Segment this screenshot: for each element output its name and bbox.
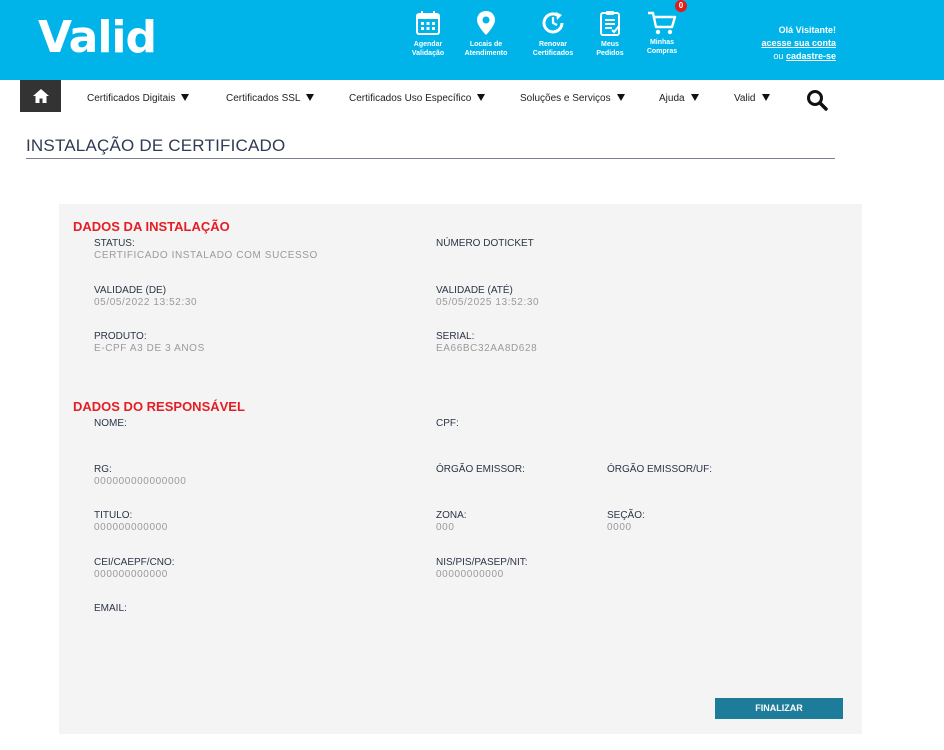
dropdown-arrow-icon: [477, 94, 485, 101]
calendar-icon: [415, 10, 441, 36]
titulo-field: [94, 510, 394, 534]
name-label: NOME:: [94, 418, 127, 429]
secao-label: SEÇÃO:: [607, 510, 645, 521]
dropdown-arrow-icon: [617, 94, 625, 101]
dropdown-arrow-icon: [762, 94, 770, 101]
valid-from-value: 05/05/2022 13:52:30: [94, 297, 198, 308]
rg-value: 000000000000000: [94, 476, 187, 487]
my-orders-link[interactable]: [582, 10, 638, 58]
dropdown-arrow-icon: [306, 94, 314, 101]
nis-field: [436, 557, 736, 581]
nav-item-label: Ajuda: [659, 93, 685, 104]
nav-item-help[interactable]: [659, 93, 699, 104]
issuer-field: [436, 464, 596, 476]
or-text: ou: [773, 51, 784, 61]
visitor-greeting: [761, 24, 836, 63]
title-divider: [26, 158, 835, 159]
installation-section-title: DADOS DA INSTALAÇÃO: [73, 219, 230, 234]
cei-label: CEI/CAEPF/CNO:: [94, 557, 175, 568]
zona-value: 000: [436, 522, 455, 533]
cpf-field: [436, 418, 736, 430]
status-field: [94, 238, 394, 262]
nav-item-specific-use-certificates[interactable]: [349, 93, 485, 104]
clipboard-icon: [597, 10, 623, 36]
cei-field: [94, 557, 394, 581]
installation-panel: [59, 204, 862, 734]
titulo-value: 000000000000: [94, 522, 168, 533]
home-button[interactable]: [20, 80, 61, 112]
nav-item-label: Soluções e Serviços: [520, 93, 611, 104]
nav-item-label: Certificados Uso Específico: [349, 93, 472, 104]
issuer-uf-label: ÓRGÃO EMISSOR/UF:: [607, 464, 713, 475]
product-label: PRODUTO:: [94, 331, 147, 342]
zona-label: ZONA:: [436, 510, 467, 521]
product-field: [94, 331, 394, 355]
nav-item-label: Certificados SSL: [226, 93, 301, 104]
quick-link-label: Minhas Compras: [646, 39, 678, 55]
search-icon: [806, 89, 828, 111]
ticket-field: [436, 238, 736, 250]
account-login-link[interactable]: acesse sua conta: [761, 38, 836, 48]
secao-field: [607, 510, 807, 534]
issuer-uf-field: [607, 464, 807, 476]
product-value: E-CPF A3 DE 3 ANOS: [94, 343, 205, 354]
valid-to-field: [436, 285, 736, 309]
home-icon: [33, 89, 49, 103]
page-title: INSTALAÇÃO DE CERTIFICADO: [26, 136, 286, 155]
quick-link-label: Agendar Validação: [411, 41, 445, 57]
status-value: CERTIFICADO INSTALADO COM SUCESSO: [94, 250, 318, 261]
serial-label: SERIAL:: [436, 331, 475, 342]
responsible-section-title: DADOS DO RESPONSÁVEL: [73, 399, 245, 414]
renew-clock-icon: [540, 10, 566, 36]
quick-link-label: Locais de Atendimento: [464, 41, 508, 57]
nis-label: NIS/PIS/PASEP/NIT:: [436, 557, 528, 568]
dropdown-arrow-icon: [181, 94, 189, 101]
search-button[interactable]: [806, 89, 828, 116]
finalize-button[interactable]: FINALIZAR: [715, 698, 843, 719]
valid-to-label: VALIDADE (ATÉ): [436, 285, 513, 296]
signup-link[interactable]: cadastre-se: [785, 51, 836, 61]
rg-field: [94, 464, 394, 488]
valid-from-label: VALIDADE (DE): [94, 285, 167, 296]
zona-field: [436, 510, 596, 534]
quick-link-label: Meus Pedidos: [596, 41, 624, 57]
valid-logo[interactable]: Valid: [38, 12, 156, 63]
secao-value: 0000: [607, 522, 632, 533]
nav-item-solutions-services[interactable]: [520, 93, 625, 104]
rg-label: RG:: [94, 464, 112, 475]
renew-certificates-link[interactable]: [525, 10, 581, 58]
greeting-text: Olá Visitante!: [778, 25, 836, 35]
serial-value: EA66BC32AA8D628: [436, 343, 538, 354]
quick-link-label: Renovar Certificados: [532, 41, 574, 57]
titulo-label: TITULO:: [94, 510, 133, 521]
valid-from-field: [94, 285, 394, 309]
cart-count-badge: 0: [675, 0, 687, 12]
nav-item-label: Valid: [734, 93, 756, 104]
nav-item-valid[interactable]: [734, 93, 770, 104]
nis-value: 00000000000: [436, 569, 504, 580]
serial-field: [436, 331, 736, 355]
dropdown-arrow-icon: [691, 94, 699, 101]
service-locations-link[interactable]: [458, 10, 514, 58]
nav-item-digital-certificates[interactable]: [87, 93, 189, 104]
status-label: STATUS:: [94, 238, 135, 249]
main-nav: [20, 80, 846, 112]
cpf-label: CPF:: [436, 418, 459, 429]
schedule-validation-link[interactable]: [400, 10, 456, 58]
location-pin-icon: [473, 10, 499, 36]
nav-item-ssl-certificates[interactable]: [226, 93, 314, 104]
name-field: [94, 418, 394, 430]
cei-value: 000000000000: [94, 569, 168, 580]
ticket-label: NÚMERO DOTICKET: [436, 238, 534, 249]
email-field: [94, 603, 394, 615]
nav-item-label: Certificados Digitais: [87, 93, 176, 104]
top-header: [0, 0, 944, 80]
cart-icon: [647, 10, 677, 36]
issuer-label: ÓRGÃO EMISSOR:: [436, 464, 525, 475]
valid-to-value: 05/05/2025 13:52:30: [436, 297, 540, 308]
email-label: EMAIL:: [94, 603, 127, 614]
my-purchases-link[interactable]: [634, 1, 690, 56]
